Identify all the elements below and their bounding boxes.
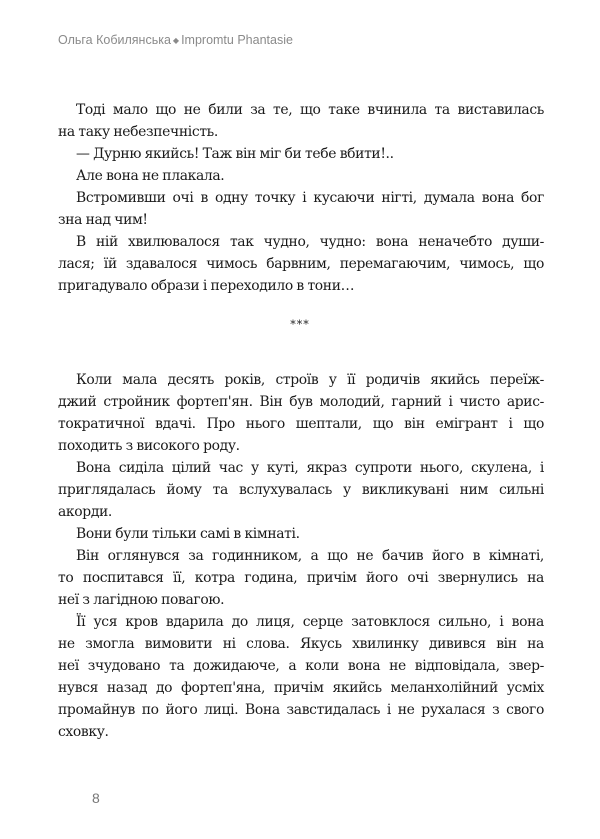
- running-head-title: Impromtu Phantasie: [181, 33, 293, 47]
- text-line: Він оглянувся за годинником, а що не бачив його в кімнаті,: [76, 548, 544, 564]
- text-line: походить з високого роду.: [58, 438, 240, 454]
- text-line: зна над чим!: [58, 212, 148, 228]
- text-line: Вони були тільки самі в кімнаті.: [76, 526, 300, 542]
- running-head: [58, 33, 293, 47]
- text-line: Встромивши очі в одну точку і кусаючи нігті, думала вона бог: [76, 190, 544, 206]
- text-line: лася; їй здавалося чимось барвним, перемагаючим, чимось, що: [58, 256, 544, 272]
- text-line: неї з лагідною повагою.: [58, 592, 225, 608]
- text-line: неї зчудовано та дожидаюче, а коли вона не відповідала, звер-: [58, 658, 544, 674]
- page-number: 8: [92, 790, 100, 806]
- text-line: Її уся кров вдарила до лиця, серце затовклося сильно, і вона: [76, 614, 544, 630]
- running-head-author: Ольга Кобилянська: [58, 33, 171, 47]
- text-line: приглядалась йому та вслухувалась у викликувані ним сильні: [58, 482, 544, 498]
- text-line: джий стройник фортеп'ян. Він був молодий, гарний і чисто арис-: [58, 394, 544, 410]
- text-line: В ній хвилювалося так чудно, чудно: вона неначебто души-: [76, 234, 544, 250]
- text-line: не змогла вимовити ні слова. Якусь хвилинку дивився він на: [58, 636, 544, 652]
- text-line: — Дурню якийсь! Таж він міг би тебе вбити!..: [76, 146, 394, 162]
- section-break: ***: [290, 318, 310, 331]
- text-line: то поспитався її, котра година, причім його очі звернулись на: [58, 570, 544, 586]
- text-line: тократичної вдачі. Про нього шептали, що він емігрант і що: [58, 416, 544, 432]
- text-line: Але вона не плакала.: [76, 168, 225, 184]
- text-line: на таку небезпечність.: [58, 124, 218, 140]
- text-line: пригадувало образи і переходило в тони…: [58, 278, 355, 294]
- text-line: Тоді мало що не били за те, що таке вчинила та виставилась: [76, 102, 544, 118]
- text-line: Коли мала десять років, строїв у її родичів якийсь переїж-: [76, 372, 544, 388]
- text-line: нувся назад до фортеп'яна, причім якийсь меланхолійний усміх: [58, 680, 544, 696]
- text-line: сховку.: [58, 724, 109, 740]
- text-line: акорди.: [58, 504, 112, 520]
- text-line: промайнув по його лиці. Вона завстидалась і не рухалася з свого: [58, 702, 544, 718]
- text-line: Вона сиділа цілий час у куті, якраз супроти нього, скулена, і: [76, 460, 544, 476]
- diamond-separator-icon: ◆: [172, 36, 180, 45]
